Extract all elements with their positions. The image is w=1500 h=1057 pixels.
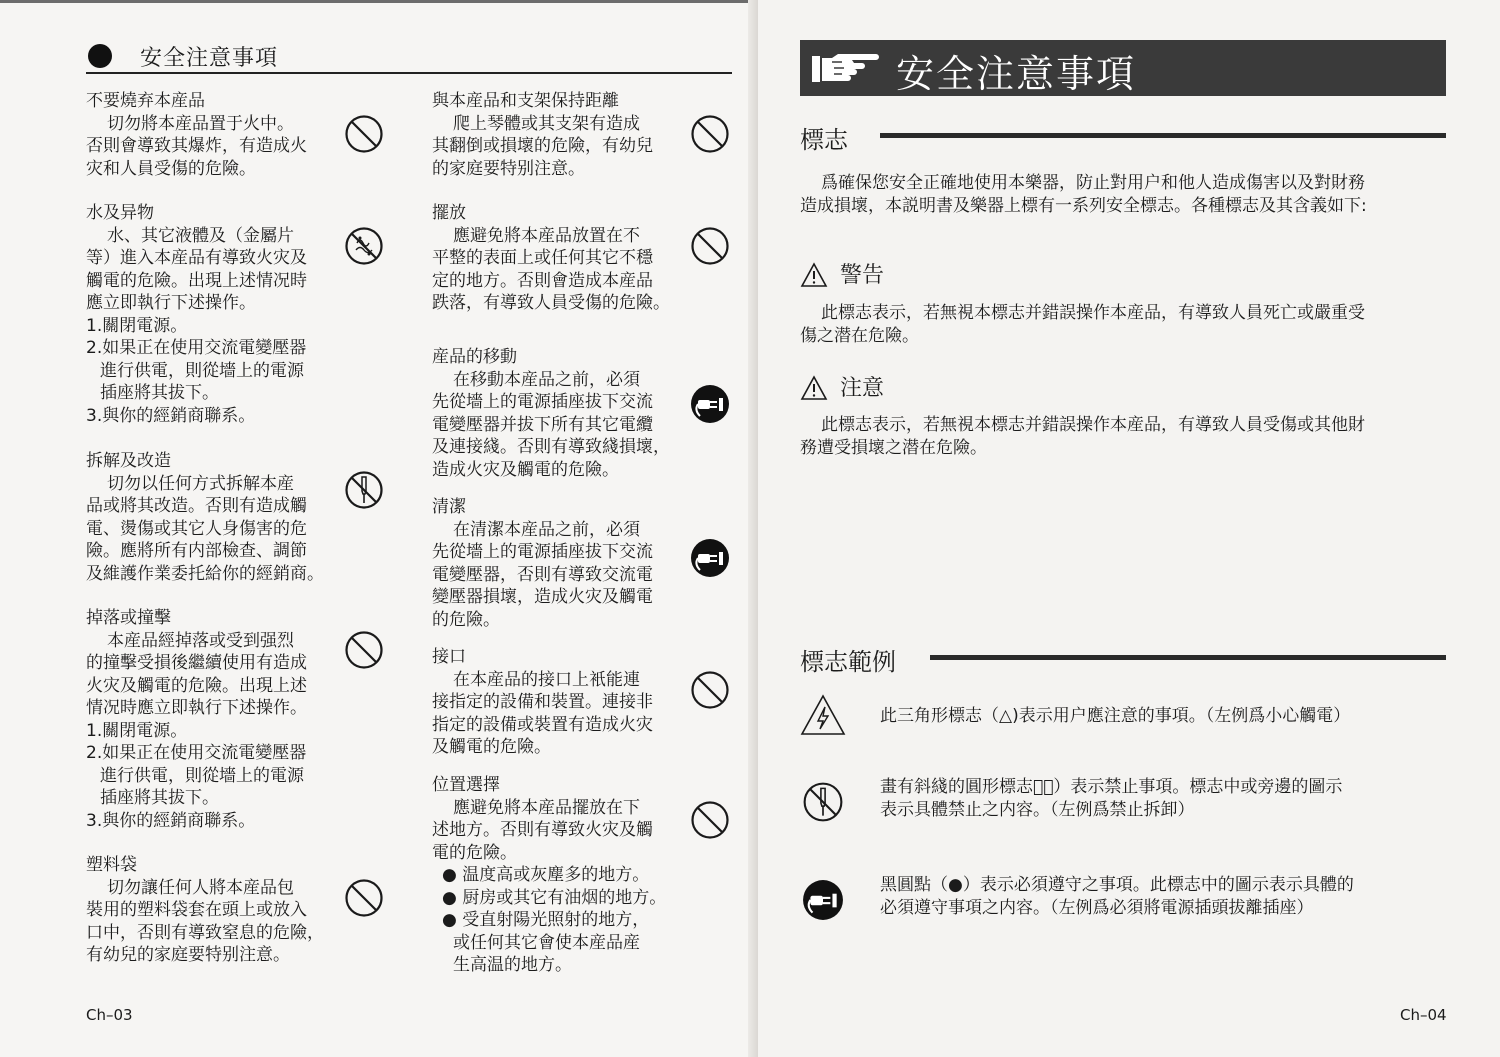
text-line: 爬上琴體或其支架有造成 bbox=[453, 113, 640, 134]
text-line: 切勿以任何方式拆解本産 bbox=[107, 473, 294, 494]
prohibition-icon bbox=[690, 800, 730, 840]
text-line: 生高温的地方。 bbox=[453, 955, 572, 975]
section-location bbox=[432, 774, 666, 977]
text-line: 此標志表示，若無視本標志并錯誤操作本産品，有導致人員死亡或嚴重受 bbox=[821, 303, 1365, 323]
unplug-icon bbox=[802, 879, 844, 921]
text-line: 此標志表示，若無視本標志并錯誤操作本産品，有導致人員受傷或其他財 bbox=[821, 415, 1365, 435]
unplug-icon bbox=[690, 538, 730, 578]
text-line: 的危險。 bbox=[432, 609, 500, 630]
text-line: 進行供電，則從墻上的電源 bbox=[100, 360, 304, 381]
text-line: 及維護作業委托給你的經銷商。 bbox=[86, 563, 324, 584]
pointing-hand-icon bbox=[810, 48, 882, 88]
right-page bbox=[758, 0, 1500, 1057]
text-line: 定的地方。否則會造成本産品 bbox=[432, 270, 653, 291]
text-line: 品或將其改造。否則有造成觸 bbox=[86, 496, 307, 516]
text-line: 此三角形標志（△)表示用户應注意的事項。（左例爲小心觸電） bbox=[880, 706, 1351, 726]
text-line: 的撞擊受損後繼續使用有造成 bbox=[86, 653, 307, 673]
text-line: 險。應將所有内部檢查、調節 bbox=[86, 541, 307, 561]
warning-paragraph bbox=[800, 302, 1365, 348]
text-line: 務遭受損壞之潜在危險。 bbox=[800, 438, 987, 458]
text-line: 3.與你的經銷商聯系。 bbox=[86, 405, 256, 426]
text-line: 爲確保您安全正確地使用本樂器，防止對用户和他人造成傷害以及對財務 bbox=[821, 173, 1365, 193]
text-line: 指定的設備或裝置有造成火灾 bbox=[432, 714, 653, 735]
text-line: 應立即執行下述操作。 bbox=[86, 293, 256, 313]
text-line: 電的危險。 bbox=[432, 842, 517, 863]
caution-triangle-icon bbox=[800, 375, 828, 401]
text-line: 畫有斜綫的圓形標志（⃠）表示禁止事項。標志中或旁邊的圖示 bbox=[880, 777, 1343, 797]
page-number: Ch–04 bbox=[1400, 1006, 1447, 1024]
text-line: 2.如果正在使用交流電變壓器 bbox=[86, 743, 307, 763]
prohibition-icon bbox=[344, 878, 384, 918]
text-line: 黑圓點（●）表示必須遵守之事項。此標志中的圖示表示具體的 bbox=[880, 875, 1354, 895]
text-line: 電變壓器，否則有導致交流電 bbox=[432, 564, 653, 585]
section-rule bbox=[880, 133, 1446, 138]
section-placement bbox=[432, 202, 670, 315]
section-heading: 不要燒弃本産品 bbox=[86, 91, 205, 111]
section-keep-distance bbox=[432, 90, 653, 180]
text-line: 先從墻上的電源插座拔下交流 bbox=[432, 392, 653, 412]
caution-paragraph bbox=[800, 414, 1365, 460]
no-disassembly-icon bbox=[344, 470, 384, 510]
black-dot-icon bbox=[88, 44, 112, 68]
section-no-burn bbox=[86, 90, 307, 180]
text-line: 接指定的設備和裝置。連接非 bbox=[432, 692, 653, 712]
text-line: 口中，否則有導致窒息的危險， bbox=[86, 922, 324, 943]
text-line: 裝用的塑料袋套在頭上或放入 bbox=[86, 900, 307, 920]
warning-title: 警告 bbox=[840, 263, 885, 288]
text-line: 必須遵守事項之内容。（左例爲必須將電源插頭拔離插座） bbox=[880, 898, 1314, 918]
section-heading: 産品的移動 bbox=[432, 347, 517, 367]
text-line: 在移動本産品之前，必須 bbox=[453, 369, 640, 390]
text-line: 造成火灾及觸電的危險。 bbox=[432, 459, 619, 480]
unplug-icon bbox=[690, 384, 730, 424]
text-line: 在清潔本産品之前，必須 bbox=[453, 519, 640, 540]
text-line: 插座將其拔下。 bbox=[100, 383, 219, 403]
text-line: 情况時應立即執行下述操作。 bbox=[86, 698, 307, 718]
prohibition-icon bbox=[690, 114, 730, 154]
text-line: 應避免將本産品放置在不 bbox=[453, 225, 640, 246]
section-moving bbox=[432, 346, 670, 481]
left-header bbox=[86, 40, 732, 74]
text-line: 3.與你的經銷商聯系。 bbox=[86, 810, 256, 831]
section-heading: 與本産品和支架保持距離 bbox=[432, 91, 619, 111]
triangle-shock-icon bbox=[800, 694, 846, 736]
text-line: 電變壓器并拔下所有其它電纜 bbox=[432, 414, 653, 435]
text-line: 2.如果正在使用交流電變壓器 bbox=[86, 338, 307, 358]
example-triangle bbox=[880, 705, 1350, 728]
section-cleaning bbox=[432, 496, 653, 631]
section-heading: 接口 bbox=[432, 647, 466, 667]
text-line: 插座將其拔下。 bbox=[100, 788, 219, 808]
right-header-bar bbox=[800, 40, 1446, 96]
text-line: 的家庭要特别注意。 bbox=[432, 158, 585, 179]
prohibition-icon bbox=[690, 670, 730, 710]
section-title-signs: 標志 bbox=[800, 126, 848, 154]
text-line: 切勿將本産品置于火中。 bbox=[107, 113, 294, 134]
no-water-icon bbox=[344, 226, 384, 266]
text-line: 灾和人員受傷的危險。 bbox=[86, 158, 256, 179]
text-line: 造成損壞，本説明書及樂器上標有一系列安全標志。各種標志及其含義如下: bbox=[800, 196, 1367, 216]
text-line: 有幼兒的家庭要特别注意。 bbox=[86, 945, 290, 965]
page-number: Ch–03 bbox=[86, 1006, 133, 1024]
text-line: 水、其它液體及（金屬片 bbox=[107, 225, 294, 246]
bullet-item: ● 温度高或灰塵多的地方。 bbox=[442, 865, 650, 885]
no-disassembly-icon bbox=[802, 781, 844, 823]
section-heading: 清潔 bbox=[432, 497, 466, 517]
left-header-title: 安全注意事項 bbox=[140, 46, 279, 71]
right-header-title: 安全注意事項 bbox=[896, 52, 1137, 96]
prohibition-icon bbox=[344, 114, 384, 154]
text-line: 火灾及觸電的危險。出現上述 bbox=[86, 675, 307, 696]
prohibition-icon bbox=[344, 630, 384, 670]
section-drop bbox=[86, 607, 307, 832]
text-line: 1.關閉電源。 bbox=[86, 720, 188, 741]
section-heading: 位置選擇 bbox=[432, 775, 500, 795]
bullet-item: ● 厨房或其它有油烟的地方。 bbox=[442, 887, 667, 908]
text-line: 平整的表面上或任何其它不穩 bbox=[432, 248, 653, 268]
text-line: 觸電的危險。出現上述情况時 bbox=[86, 270, 307, 291]
example-mandatory bbox=[880, 874, 1354, 920]
text-line: 電、燙傷或其它人身傷害的危 bbox=[86, 518, 307, 539]
section-heading: 掉落或撞擊 bbox=[86, 608, 171, 628]
example-prohibition bbox=[880, 776, 1342, 822]
text-line: 應避免將本産品擺放在下 bbox=[453, 797, 640, 818]
text-line: 傷之潜在危險。 bbox=[800, 326, 919, 346]
text-line: 或任何其它會使本産品産 bbox=[453, 932, 640, 953]
section-heading: 塑料袋 bbox=[86, 855, 137, 875]
text-line: 變壓器損壞，造成火灾及觸電 bbox=[432, 587, 653, 607]
section-connectors bbox=[432, 646, 653, 759]
text-line: 述地方。否則有導致火灾及觸 bbox=[432, 820, 653, 840]
text-line: 進行供電，則從墻上的電源 bbox=[100, 765, 304, 786]
text-line: 切勿讓任何人將本産品包 bbox=[107, 877, 294, 898]
text-line: 及連接綫。否則有導致綫損壞， bbox=[432, 437, 670, 457]
section-heading: 擺放 bbox=[432, 203, 466, 223]
text-line: 先從墻上的電源插座拔下交流 bbox=[432, 542, 653, 562]
text-line: 跌落，有導致人員受傷的危險。 bbox=[432, 293, 670, 313]
text-line: 等）進入本産品有導致火灾及 bbox=[86, 248, 307, 268]
section-title-examples: 標志範例 bbox=[800, 648, 896, 676]
prohibition-icon bbox=[690, 226, 730, 266]
section-plastic-bag bbox=[86, 854, 324, 967]
text-line: 本産品經掉落或受到强烈 bbox=[107, 630, 294, 651]
caution-title: 注意 bbox=[840, 376, 885, 401]
page-top-edge bbox=[0, 0, 758, 3]
intro-paragraph bbox=[800, 172, 1367, 218]
bullet-item: ● 受直射陽光照射的地方， bbox=[442, 910, 650, 930]
text-line: 及觸電的危險。 bbox=[432, 737, 551, 757]
text-line: 1.關閉電源。 bbox=[86, 315, 188, 336]
text-line: 否則會導致其爆炸，有造成火 bbox=[86, 136, 307, 156]
text-line: 其翻倒或損壞的危險，有幼兒 bbox=[432, 136, 653, 156]
section-disassembly bbox=[86, 450, 324, 585]
text-line: 表示具體禁止之内容。（左例爲禁止拆卸） bbox=[880, 800, 1195, 820]
warning-triangle-icon bbox=[800, 262, 828, 288]
section-heading: 拆解及改造 bbox=[86, 451, 171, 471]
section-water bbox=[86, 202, 307, 427]
section-rule bbox=[930, 655, 1446, 660]
text-line: 在本産品的接口上衹能連 bbox=[453, 669, 640, 690]
section-heading: 水及异物 bbox=[86, 203, 154, 223]
